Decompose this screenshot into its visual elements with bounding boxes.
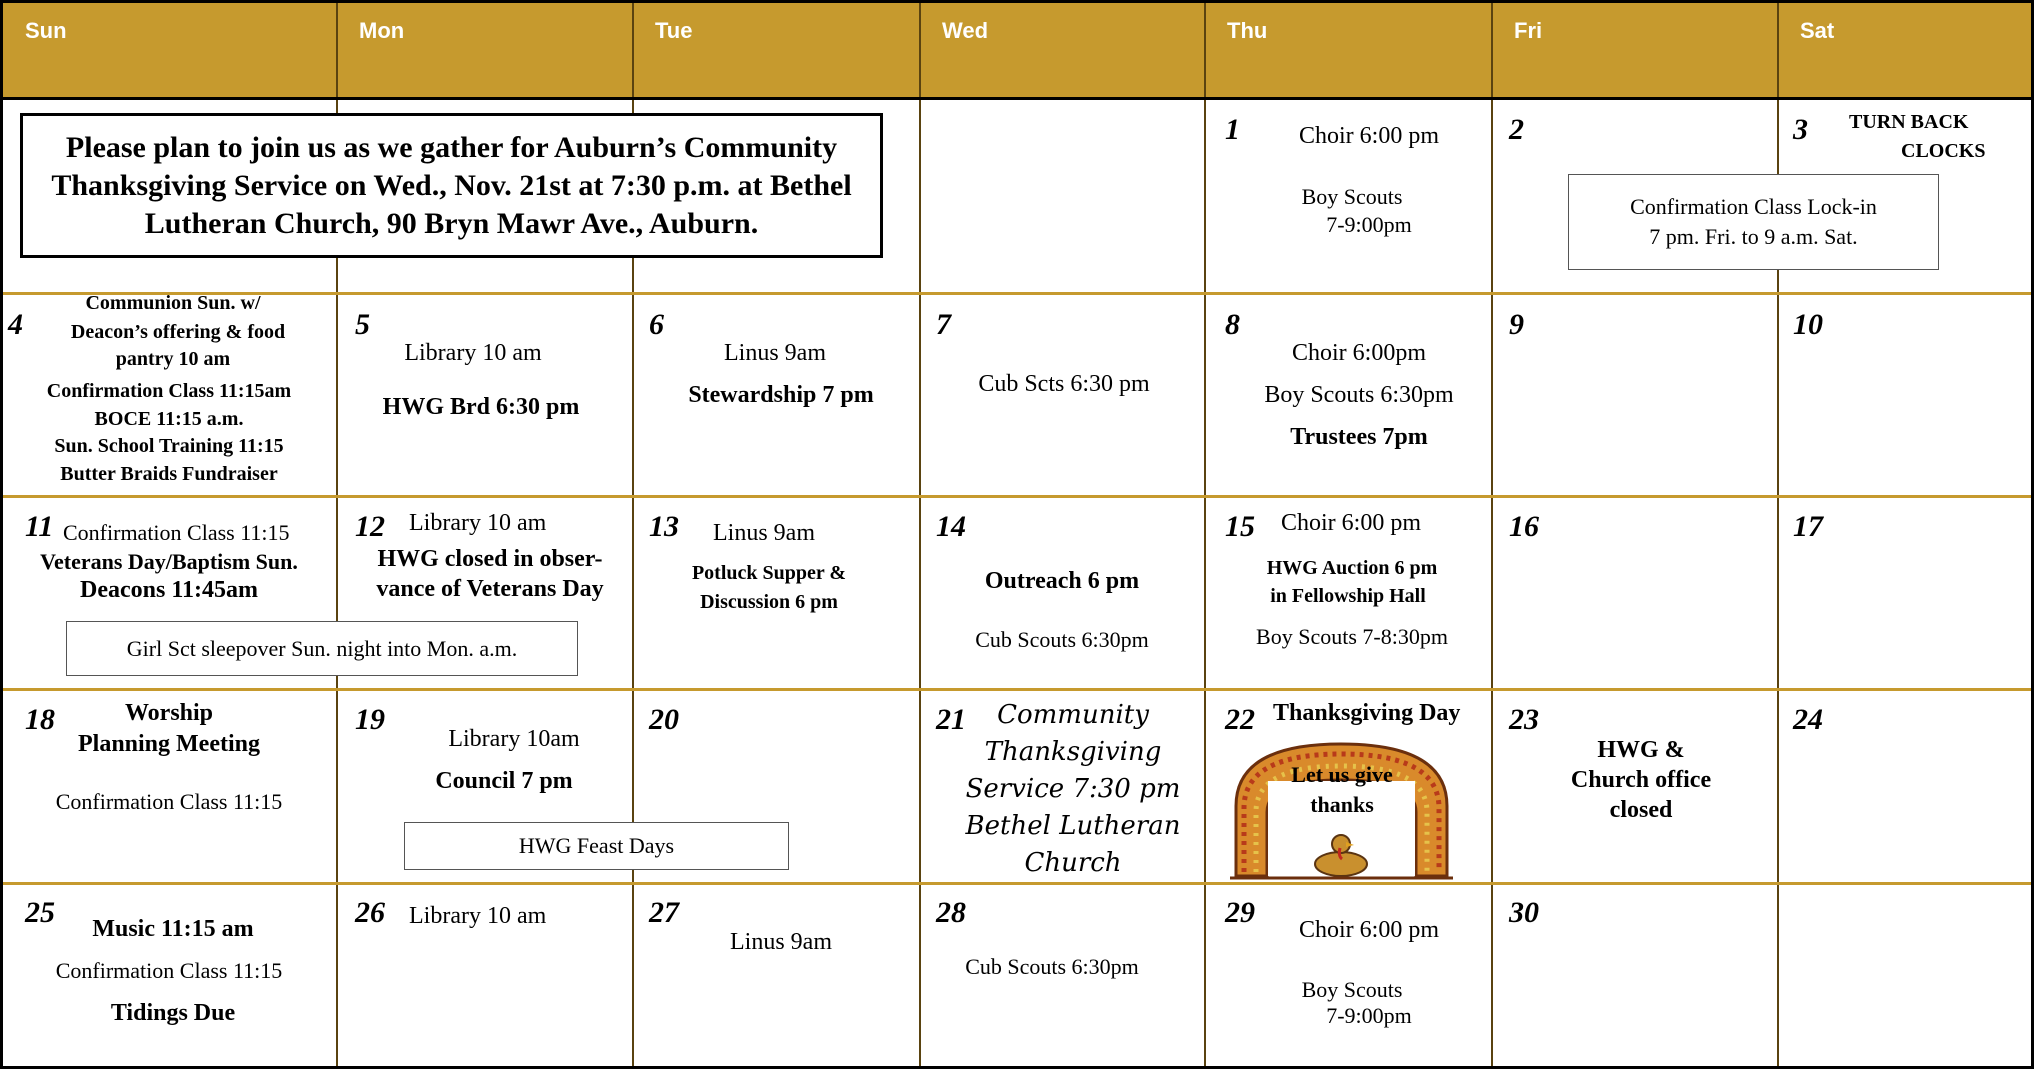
day-number: 22 <box>1225 703 1255 736</box>
turn-back-clocks-note: CLOCKS <box>1901 140 1986 162</box>
day-number: 24 <box>1793 703 1823 736</box>
girl-scout-sleepover-box: Girl Sct sleepover Sun. night into Mon. a.m. <box>66 621 578 676</box>
let-us-give-thanks: Let us give <box>1291 762 1393 787</box>
day-number: 10 <box>1793 308 1823 341</box>
event-confirmation: Confirmation Class 11:15 <box>55 789 283 814</box>
event-boy-scouts: Boy Scouts <box>1301 977 1403 1002</box>
event-choir: Choir 6:00 pm <box>1281 510 1422 536</box>
event-communion: Deacon’s offering & food <box>70 321 286 343</box>
event-trustees: Trustees 7pm <box>1290 424 1428 450</box>
day-number: 14 <box>936 510 966 543</box>
event-community-service: Bethel Lutheran <box>965 811 1181 841</box>
event-boy-scouts-time: 7-9:00pm <box>1326 1003 1412 1028</box>
event-confirmation: Confirmation Class 11:15 <box>55 958 283 983</box>
day-number: 2 <box>1509 113 1524 146</box>
event-community-service: Church <box>1024 848 1122 878</box>
day-number: 17 <box>1793 510 1823 543</box>
day-number: 9 <box>1509 308 1524 341</box>
event-sunday-school: Sun. School Training 11:15 <box>54 435 284 457</box>
event-music: Music 11:15 am <box>92 916 254 942</box>
event-veterans-day: Veterans Day/Baptism Sun. <box>40 549 298 574</box>
day-number: 5 <box>355 308 370 341</box>
thanksgiving-day-label: Thanksgiving Day <box>1273 700 1461 726</box>
event-office-closed: Church office <box>1570 767 1712 793</box>
event-tidings-due: Tidings Due <box>110 1000 236 1026</box>
hwg-feast-days-box: HWG Feast Days <box>404 822 789 870</box>
event-library: Library 10 am <box>404 340 542 366</box>
event-communion: pantry 10 am <box>115 348 231 370</box>
day-number: 16 <box>1509 510 1539 543</box>
week-divider <box>3 688 2031 691</box>
day-number: 13 <box>649 510 679 543</box>
event-boce: BOCE 11:15 a.m. <box>94 408 244 430</box>
day-number: 30 <box>1509 896 1539 929</box>
event-community-service: Thanksgiving <box>984 737 1162 767</box>
event-communion: Communion Sun. w/ <box>85 292 261 314</box>
event-choir: Choir 6:00 pm <box>1298 123 1440 149</box>
event-library: Library 10 am <box>409 903 547 929</box>
event-community-service: Service 7:30 pm <box>965 774 1181 804</box>
week-divider <box>3 495 2031 498</box>
day-number: 23 <box>1509 703 1539 736</box>
event-boy-scouts: Boy Scouts 7-8:30pm <box>1256 624 1448 649</box>
event-confirmation: Confirmation Class 11:15am <box>46 380 292 402</box>
turn-back-clocks-note: TURN BACK <box>1849 111 1969 133</box>
day-number: 27 <box>649 896 679 929</box>
event-confirmation: Confirmation Class 11:15 <box>63 520 290 545</box>
event-linus: Linus 9am <box>724 340 826 366</box>
header-wed: Wed <box>920 3 1205 98</box>
event-community-service: Community <box>997 700 1149 730</box>
header-thu: Thu <box>1205 3 1492 98</box>
day-number: 15 <box>1225 510 1255 543</box>
event-hwg-closed: vance of Veterans Day <box>376 576 604 602</box>
let-us-give-thanks: thanks <box>1310 792 1374 817</box>
event-choir: Choir 6:00pm <box>1291 340 1427 366</box>
day-number: 29 <box>1225 896 1255 929</box>
event-cub-scouts: Cub Scouts 6:30pm <box>965 954 1139 979</box>
day-number: 25 <box>25 896 55 929</box>
day-number: 1 <box>1225 113 1240 146</box>
day-number: 18 <box>25 703 55 736</box>
event-hwg-auction: HWG Auction 6 pm <box>1266 557 1438 579</box>
event-boy-scouts: Boy Scouts 6:30pm <box>1264 382 1454 408</box>
event-fundraiser: Butter Braids Fundraiser <box>60 463 278 485</box>
header-sun: Sun <box>3 3 337 98</box>
event-office-closed: closed <box>1609 797 1673 823</box>
event-cub-scouts: Cub Scts 6:30 pm <box>978 371 1150 397</box>
column-divider <box>919 3 921 1066</box>
event-linus: Linus 9am <box>713 520 815 546</box>
day-number: 26 <box>355 896 385 929</box>
column-divider <box>1204 3 1206 1066</box>
event-worship-planning: Worship <box>124 700 214 726</box>
day-number: 19 <box>355 703 385 736</box>
day-number: 7 <box>936 308 951 341</box>
week-divider <box>3 292 2031 295</box>
announcement-box: Please plan to join us as we gather for Auburn’s Community Thanksgiving Service on Wed., Nov. 21st at 7:30 p.m. at Bethel Lutheran Church, 90 Bryn Mawr Ave., Auburn. <box>20 113 883 258</box>
column-divider <box>1777 3 1779 1066</box>
event-hwg-closed: HWG closed in obser- <box>377 546 603 572</box>
day-number: 4 <box>8 308 23 341</box>
event-council: Council 7 pm <box>435 768 573 794</box>
event-stewardship: Stewardship 7 pm <box>688 382 874 408</box>
header-mon: Mon <box>337 3 633 98</box>
week-divider <box>3 882 2031 885</box>
header-fri: Fri <box>1492 3 1778 98</box>
lock-in-title: Confirmation Class Lock-in <box>1630 194 1877 219</box>
event-potluck: Potluck Supper & <box>691 562 847 584</box>
event-outreach: Outreach 6 pm <box>984 568 1140 594</box>
day-number: 6 <box>649 308 664 341</box>
day-number: 3 <box>1793 113 1808 146</box>
event-worship-planning: Planning Meeting <box>77 731 261 757</box>
event-hwg-auction: in Fellowship Hall <box>1270 585 1426 607</box>
header-tue: Tue <box>633 3 920 98</box>
day-number: 21 <box>936 703 966 736</box>
day-number: 28 <box>936 896 966 929</box>
event-office-closed: HWG & <box>1597 737 1685 763</box>
day-number: 12 <box>355 510 385 543</box>
event-potluck: Discussion 6 pm <box>700 591 838 613</box>
header-sat: Sat <box>1778 3 2034 98</box>
event-hwg-board: HWG Brd 6:30 pm <box>382 394 580 420</box>
event-cub-scouts: Cub Scouts 6:30pm <box>975 627 1149 652</box>
lock-in-time: 7 pm. Fri. to 9 a.m. Sat. <box>1649 224 1858 249</box>
event-choir: Choir 6:00 pm <box>1298 917 1440 943</box>
event-boy-scouts: Boy Scouts <box>1301 184 1403 209</box>
day-number: 20 <box>649 703 679 736</box>
day-number: 11 <box>25 510 54 543</box>
event-library: Library 10 am <box>409 510 547 536</box>
event-linus: Linus 9am <box>730 929 832 955</box>
event-library: Library 10am <box>448 726 580 752</box>
event-boy-scouts-time: 7-9:00pm <box>1326 212 1412 237</box>
column-divider <box>1491 3 1493 1066</box>
header-divider <box>3 97 2031 100</box>
event-deacons: Deacons 11:45am <box>80 577 258 603</box>
lock-in-box <box>1568 174 1939 270</box>
day-number: 8 <box>1225 308 1240 341</box>
